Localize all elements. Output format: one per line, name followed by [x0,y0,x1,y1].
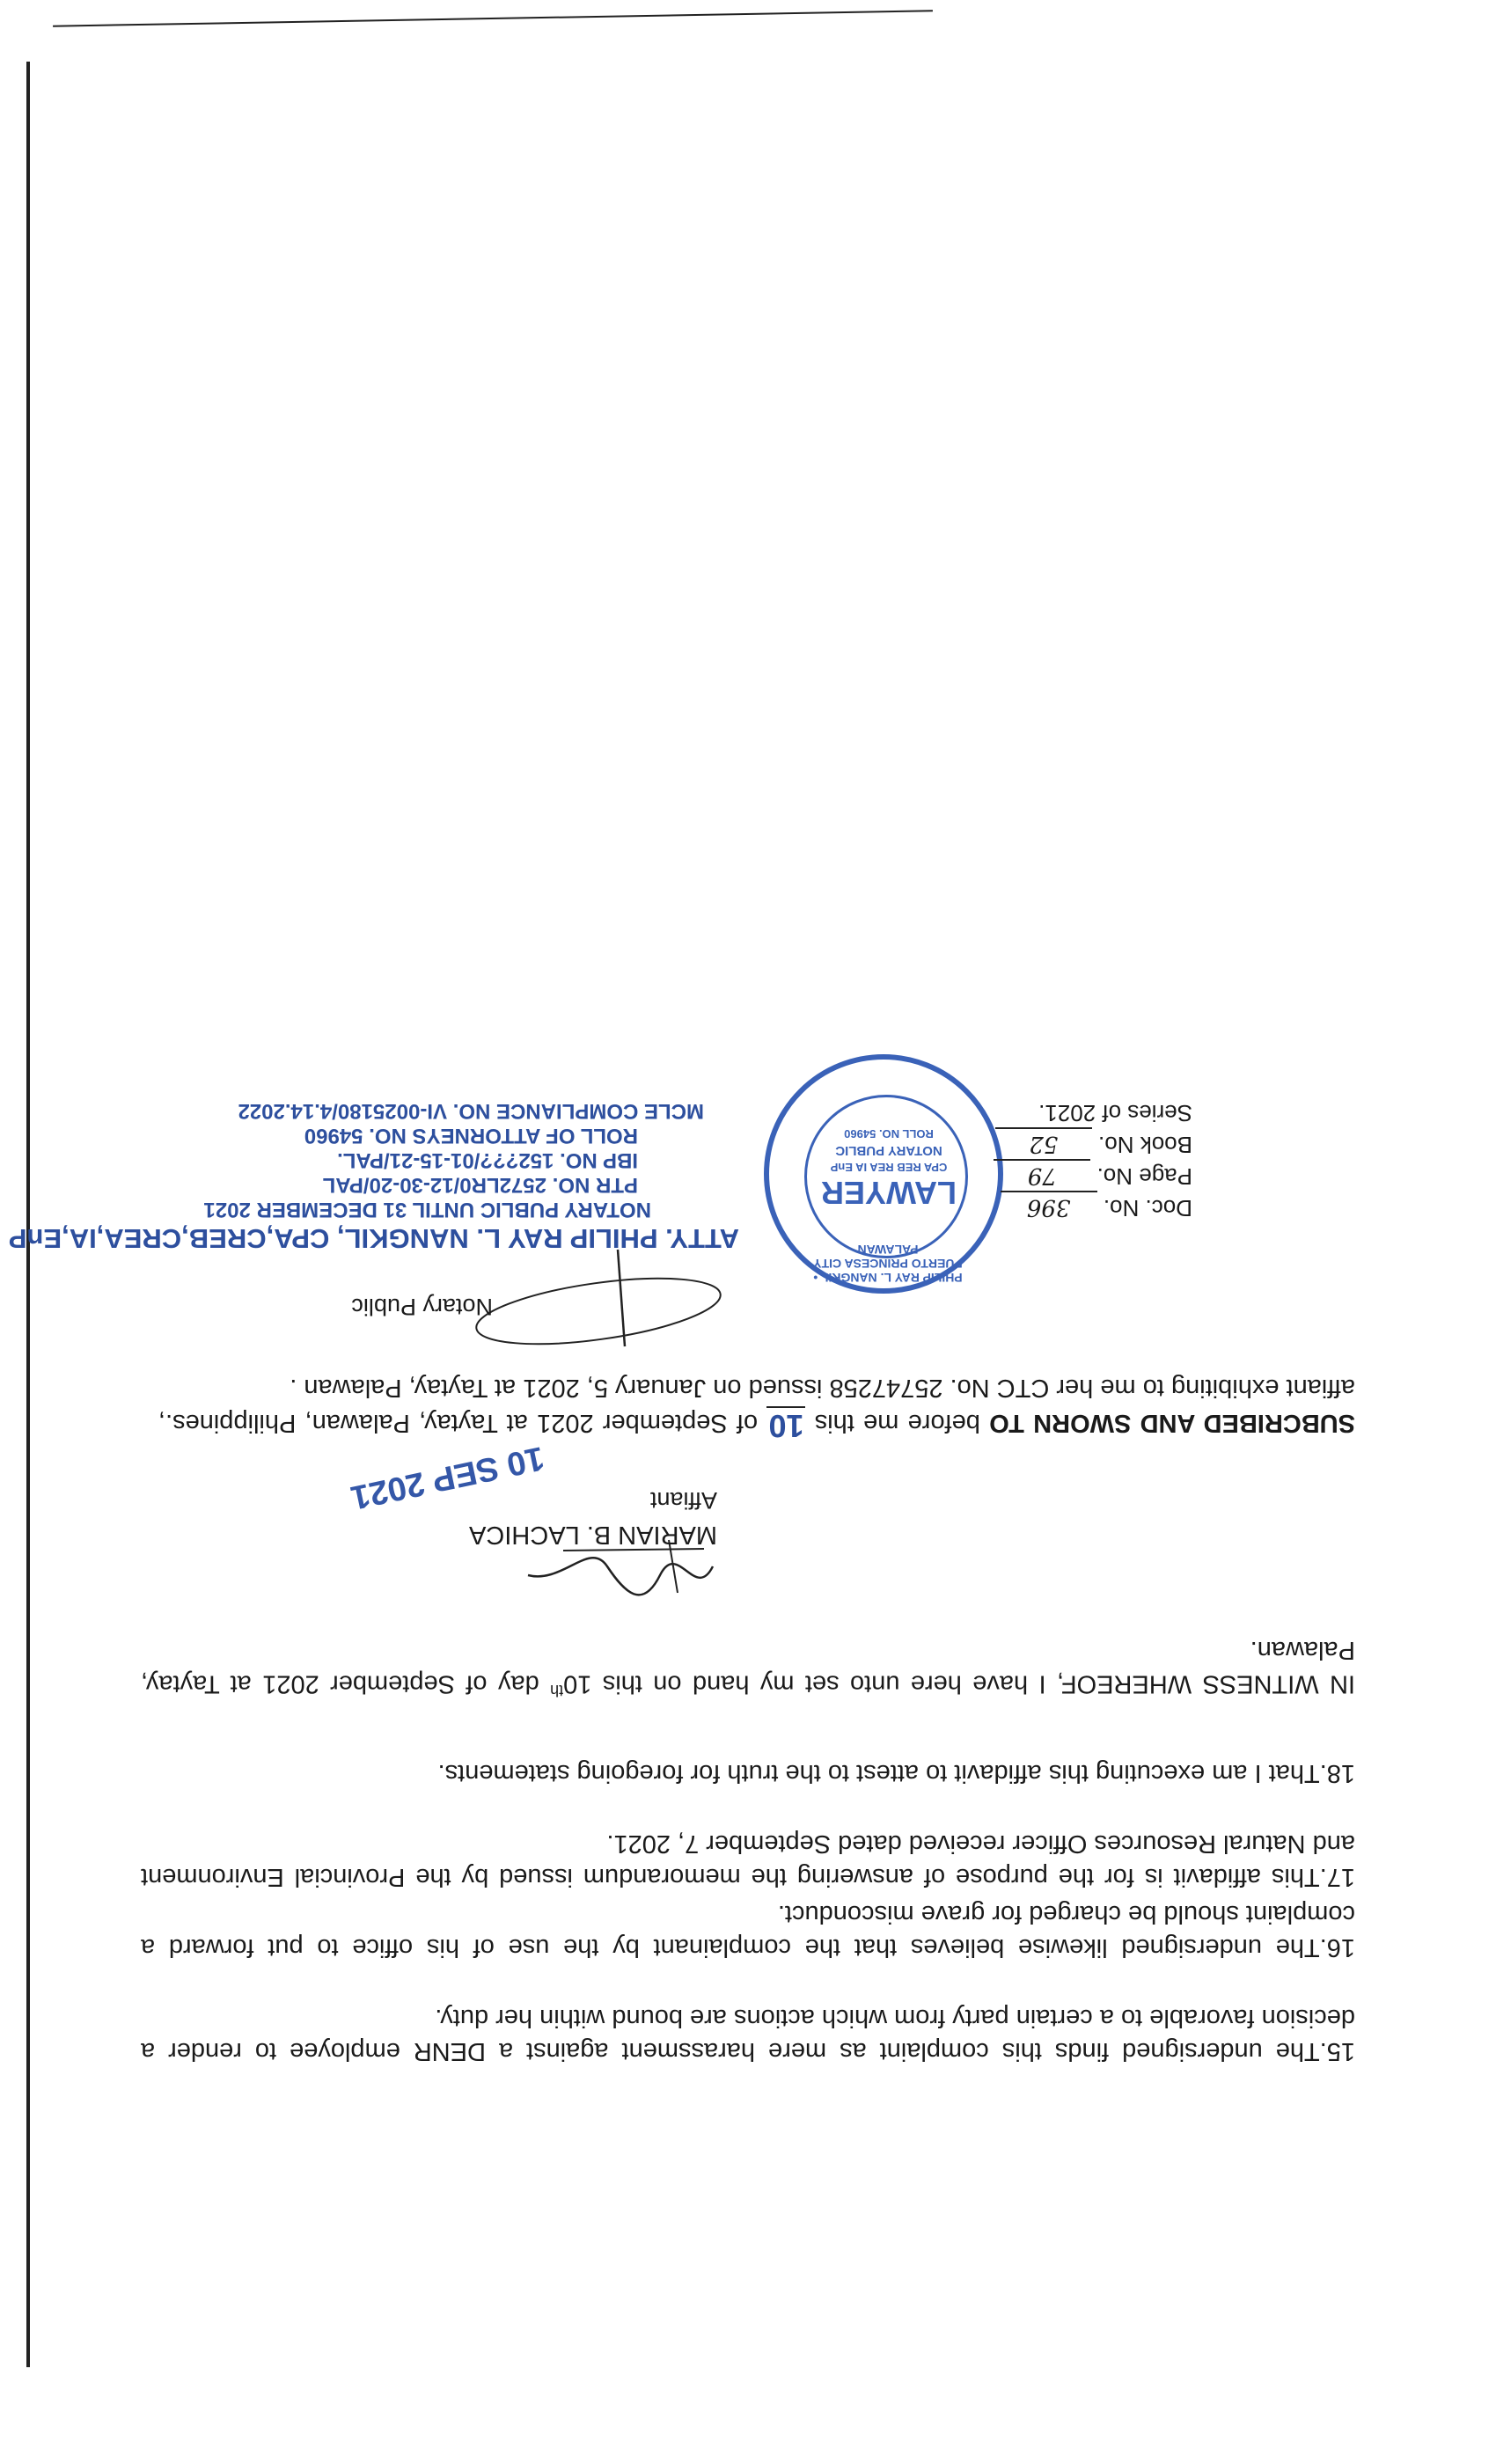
paragraph-16 [141,1897,1355,1964]
book-no-row [995,1127,1192,1160]
paragraph-15-text: 15.The undersigned finds this complaint as mere harassment against a DENR employee to render a decision favorable to a certain party from which actions are bound within her duty. [141,2004,1355,2065]
notary-line-5: MCLE COMPLIANCE NO. VI-0025180/4.14.2022 [238,1099,704,1123]
jurat-text-a: before me this [805,1409,990,1437]
page-no-value: 79 [994,1159,1090,1191]
notary-label: Notary Public [351,1294,493,1320]
notary-seal [764,1054,1003,1294]
jurat-bold: SUBCRIBED AND SWORN TO [989,1409,1355,1437]
page-no-row [994,1159,1192,1192]
notary-line-2: PTR NO. 2572LR0/12-30-20/PAL [322,1173,638,1197]
jurat-text-b: of September 2021 at Taytay, Palawan, Philippines., affiant exhibiting to me her CTC No. 25747258 issued on January 5, 2021 at Taytay, Palawan . [158,1374,1355,1437]
affiant-label: Affiant [649,1487,717,1514]
jurat [158,1370,1355,1443]
paragraph-17 [141,1827,1355,1894]
doc-no-row [1001,1191,1192,1223]
notary-name-stamp: ATTY. PHILIP RAY L. NANGKIL, CPA,CREB,CREA,IA,EnP [8,1223,739,1254]
seal-center-1: CPA REB REA IA EnP [830,1161,948,1174]
book-no-value: 52 [995,1127,1092,1159]
page-no-label: Page No. [1096,1163,1192,1190]
seal-center-big: LAWYER [821,1175,957,1211]
seal-center-3: ROLL NO. 54960 [844,1127,934,1140]
date-stamp: 10 SEP 2021 [347,1439,548,1516]
affiant-name: MARIAN B. LACHICA [469,1521,717,1549]
paragraph-18 [141,1756,1355,1790]
series-row: Series of 2021. [1038,1100,1192,1126]
witness-text-b: day of September 2021 at Taytay, Palawan. [141,1636,1355,1698]
paragraph-16-text: 16.The undersigned likewise believes that the complainant by the use of his office to put forward a complaint should be charged for grave misconduct. [141,1900,1355,1962]
book-no-label: Book No. [1098,1132,1192,1158]
doc-no-value: 396 [1001,1191,1097,1222]
notary-line-3: IBP NO. 152???/01-15-21/PAL. [337,1148,638,1172]
witness-text-a: IN WITNESS WHEREOF, I have here unto set my hand on this 10 [563,1669,1355,1698]
witness-sup: th [550,1682,564,1699]
doc-no-label: Doc. No. [1103,1195,1192,1221]
paragraph-17-text: 17.This affidavit is for the purpose of answering the memorandum issued by the Provincial Environment and Natural Resources Officer received dated September 7, 2021. [141,1830,1355,1891]
paragraph-15 [141,2001,1355,2068]
seal-outer-text: PHILIP RAY L. NANGKIL • PUERTO PRINCESA CITY PALAWAN [813,1243,963,1285]
jurat-day: 10 [768,1408,804,1444]
notary-line-1: NOTARY PUBLIC UNTIL 31 DECEMBER 2021 [203,1198,651,1221]
witness-clause [141,1633,1355,1707]
notary-line-4: ROLL OF ATTORNEYS NO. 54960 [304,1124,638,1148]
paragraph-18-text: 18.That I am executing this affidavit to attest to the truth for foregoing statements. [437,1759,1355,1787]
seal-center-2: NOTARY PUBLIC [835,1143,942,1158]
